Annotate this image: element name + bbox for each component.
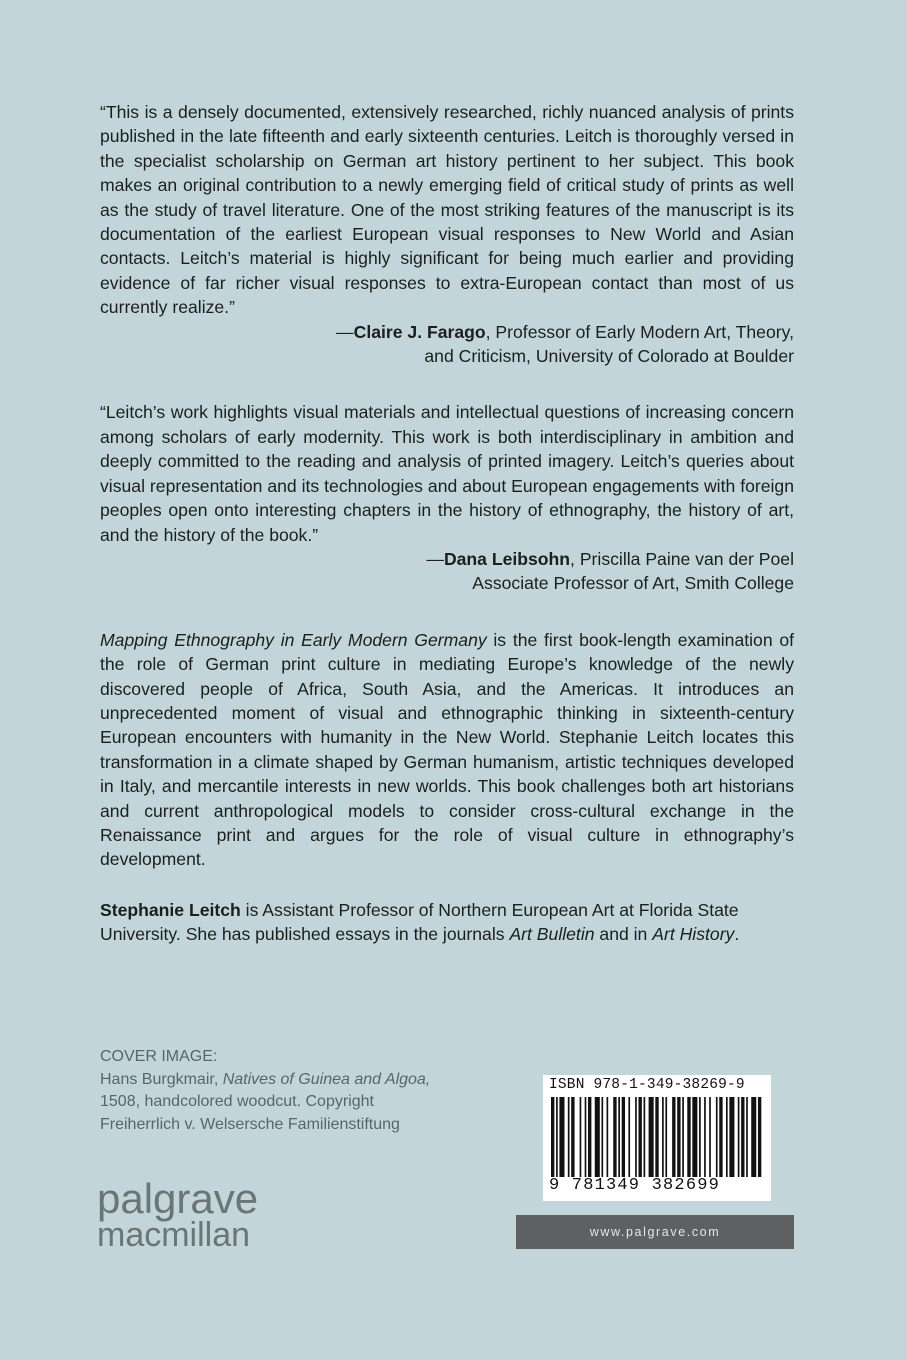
cover-image-label: COVER IMAGE: (100, 1048, 218, 1065)
review-2-dash: — (426, 548, 444, 569)
barcode-bar (644, 1097, 646, 1177)
barcode-bar (665, 1097, 667, 1177)
barcode-bar (607, 1097, 609, 1177)
review-2-author: Dana Leibsohn (443, 548, 571, 569)
publisher-logo-line2: macmillan (97, 1216, 251, 1254)
description-text: is the first book-length examination of the role of German print culture in mediating Europe’s knowledge of the newly discovered people of Africa, South Asia, and the Americas. It introduces an unprecedented moment of visual and ethnographic thinking in sixteenth-century European encounters with humanity in the New World. Stephanie Leitch locates this transformation in a climate shaped by German humanism, artistic techniques developed in Italy, and mercantile interests in new worlds. This book challenges both art historians and current anthropological models to consider cross-cultural exchange in the Renaissance print and argues for the role of visual culture in ethnography’s development. (100, 629, 795, 870)
barcode-bar (677, 1097, 680, 1177)
barcode-bar (628, 1097, 630, 1177)
barcode-bar (638, 1097, 641, 1177)
review-1-author: Claire J. Farago (353, 321, 486, 342)
cover-image-line2: 1508, handcolored woodcut. Copyright (100, 1093, 374, 1110)
publisher-logo-line1: palgrave (97, 1175, 259, 1222)
barcode-bars (551, 1097, 763, 1177)
review-2-text: “Leitch’s work highlights visual materials and intellectual questions of increasing concern among scholars of early modernity. This work is both interdisciplinary in ambition and deeply committed to the reading and analysis of printed imagery. Leitch’s queries about visual representation and its technologies and about European engagements with foreign peoples open onto interesting chapters in the history of ethnography, the history of art, and the history of the book.” (100, 402, 794, 545)
publisher-url: www.palgrave.com (589, 1225, 721, 1239)
barcode-bar (595, 1097, 600, 1177)
author-bio-text-3: . (734, 924, 740, 945)
review-1-attribution (100, 320, 794, 344)
isbn-label: ISBN 978-1-349-38269-9 (549, 1077, 745, 1093)
author-bio-text-2: and in (594, 924, 653, 945)
barcode-bar (687, 1097, 690, 1177)
barcode-bar (746, 1097, 748, 1177)
barcode-bar (704, 1097, 706, 1177)
barcode-bar (551, 1097, 554, 1177)
author-bio (100, 898, 794, 947)
journal-2: Art History (652, 924, 735, 945)
barcode-bar (568, 1097, 570, 1177)
barcode-bar (556, 1097, 558, 1177)
review-1-text: “This is a densely documented, extensively researched, richly nuanced analysis of prints published in the late fifteenth and early sixteenth centuries. Leitch is thoroughly versed in the specialist scholarship on German art history pertinent to her subject. This book makes an original contribution to a newly emerging field of critical study of prints as well as the study of travel literature. One of the most striking features of the manuscript is its documentation of the earliest European visual responses to New World and Asian contacts. Leitch’s material is highly significant for being much earlier and providing evidence of far richer visual responses to extra-European contact than most of us currently realize.” (100, 102, 794, 318)
review-1-role-line2: and Criticism, University of Colorado at Boulder (424, 346, 794, 367)
barcode-bar (559, 1097, 564, 1177)
barcode-bar (741, 1097, 744, 1177)
barcode-bar (571, 1097, 574, 1177)
barcode-bar (649, 1097, 654, 1177)
barcode-bar (635, 1097, 637, 1177)
cover-image-work: Natives of Guinea and Algoa, (222, 1070, 431, 1088)
barcode-bar (726, 1097, 728, 1177)
barcode-bar (729, 1097, 734, 1177)
publisher-logo (97, 1175, 259, 1254)
journal-1: Art Bulletin (509, 924, 595, 945)
barcode-bar (699, 1097, 701, 1177)
barcode-bar (709, 1097, 711, 1177)
barcode-bar (613, 1097, 616, 1177)
barcode-digits: 9 781349 382699 (549, 1176, 721, 1195)
barcode-bar (662, 1097, 664, 1177)
review-1-role-line1: , Professor of Early Modern Art, Theory, (485, 321, 794, 342)
barcode-bar (601, 1097, 603, 1177)
isbn-barcode (543, 1075, 771, 1201)
review-2-attribution (100, 547, 794, 571)
author-name: Stephanie Leitch (100, 899, 241, 920)
cover-image-line3: Freiherrlich v. Welsersche Familienstiftung (100, 1115, 400, 1133)
book-description (100, 628, 794, 872)
barcode-bar (580, 1097, 582, 1177)
review-2-role (100, 571, 794, 595)
review-2-role-line1: , Priscilla Paine van der Poel (570, 548, 794, 569)
back-cover-text (100, 100, 794, 947)
barcode-bar (588, 1097, 591, 1177)
cover-image-artist: Hans Burgkmair, (100, 1070, 223, 1088)
barcode-bar (716, 1097, 718, 1177)
review-2-quote (100, 400, 794, 546)
barcode-bar (692, 1097, 697, 1177)
barcode-bar (622, 1097, 625, 1177)
barcode-bar (585, 1097, 587, 1177)
barcode-bar (738, 1097, 740, 1177)
barcode-bar (618, 1097, 620, 1177)
barcode-bar (758, 1097, 761, 1177)
cover-image-credit (100, 1046, 480, 1136)
review-1-quote (100, 100, 794, 320)
cover-image-line1 (100, 1069, 480, 1092)
review-1-role (100, 344, 794, 368)
publisher-url-bar (516, 1215, 794, 1249)
book-title: Mapping Ethnography in Early Modern Germany (100, 629, 487, 650)
barcode-bar (682, 1097, 684, 1177)
review-2-role-line2: Associate Professor of Art, Smith College (472, 573, 794, 594)
barcode-bar (655, 1097, 658, 1177)
barcode-bar (751, 1097, 756, 1177)
author-bio-text-1: is Assistant Professor of Northern European Art at Florida State University. She has published essays in the journals (100, 899, 739, 945)
review-1-dash: — (336, 321, 354, 342)
barcode-bar (719, 1097, 722, 1177)
barcode-bar (672, 1097, 675, 1177)
